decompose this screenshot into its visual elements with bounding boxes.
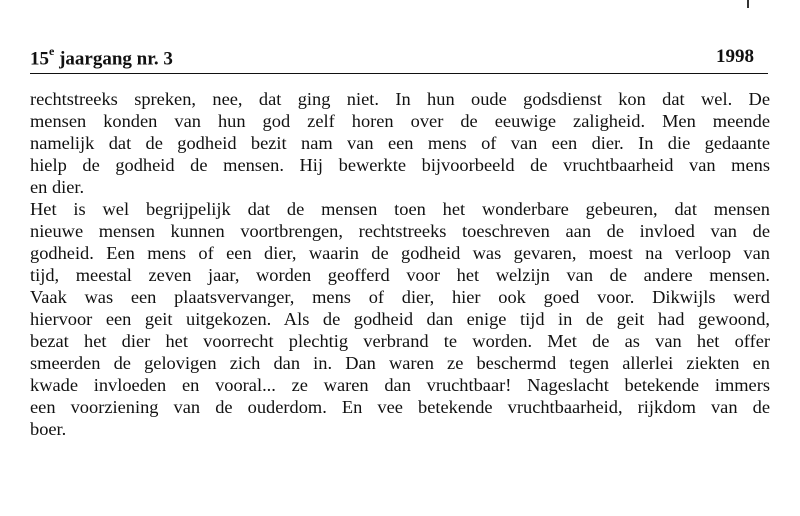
text-line: en dier.: [30, 177, 85, 197]
volume-number: 15: [30, 48, 49, 70]
text-line: boer.: [30, 419, 67, 439]
text-line: hiervoor een geit uitgekozen. Als de godheid dan enige tijd in de geit had gewoond,: [30, 309, 770, 329]
body-text: [30, 88, 770, 440]
text-line: namelijk dat de godheid bezit nam van een mens of van een dier. In die gedaante: [30, 133, 770, 153]
header-rule: [30, 73, 768, 74]
text-line: Vaak was een plaatsvervanger, mens of dier, hier ook goed voor. Dikwijls werd: [30, 287, 770, 307]
text-line: hielp de godheid de mensen. Hij bewerkte bijvoorbeeld de vruchtbaarheid van mens: [30, 155, 770, 175]
text-line: smeerden de gelovigen zich dan in. Dan waren ze beschermd tegen allerlei ziekten en: [30, 353, 770, 373]
year-label: 1998: [716, 46, 754, 67]
volume-superscript: e: [49, 44, 55, 58]
text-line: Het is wel begrijpelijk dat de mensen toen het wonderbare gebeuren, dat mensen: [30, 199, 770, 219]
text-line: godheid. Een mens of een dier, waarin de godheid was gevaren, moest na verloop van: [30, 243, 770, 263]
text-line: tijd, meestal zeven jaar, worden geofferd voor het welzijn van de andere mensen.: [30, 265, 770, 285]
text-line: kwade invloeden en vooral... ze waren dan vruchtbaar! Nageslacht betekende immers: [30, 375, 770, 395]
text-line: een voorziening van de ouderdom. En vee betekende vruchtbaarheid, rijkdom van de: [30, 397, 770, 417]
text-line: nieuwe mensen kunnen voortbrengen, rechtstreeks toeschreven aan de invloed van de: [30, 221, 770, 241]
text-line: rechtstreeks spreken, nee, dat ging niet. In hun oude godsdienst kon dat wel. De: [30, 89, 770, 109]
page-edge-mark: [747, 0, 749, 8]
running-header: [30, 40, 754, 70]
text-line: mensen konden van hun god zelf horen over de eeuwige zaligheid. Men meende: [30, 111, 770, 131]
volume-rest: jaargang nr. 3: [54, 48, 173, 70]
volume-issue-label: [30, 46, 173, 70]
text-line: bezat het dier het voorrecht plechtig verbrand te worden. Met de as van het offer: [30, 331, 770, 351]
